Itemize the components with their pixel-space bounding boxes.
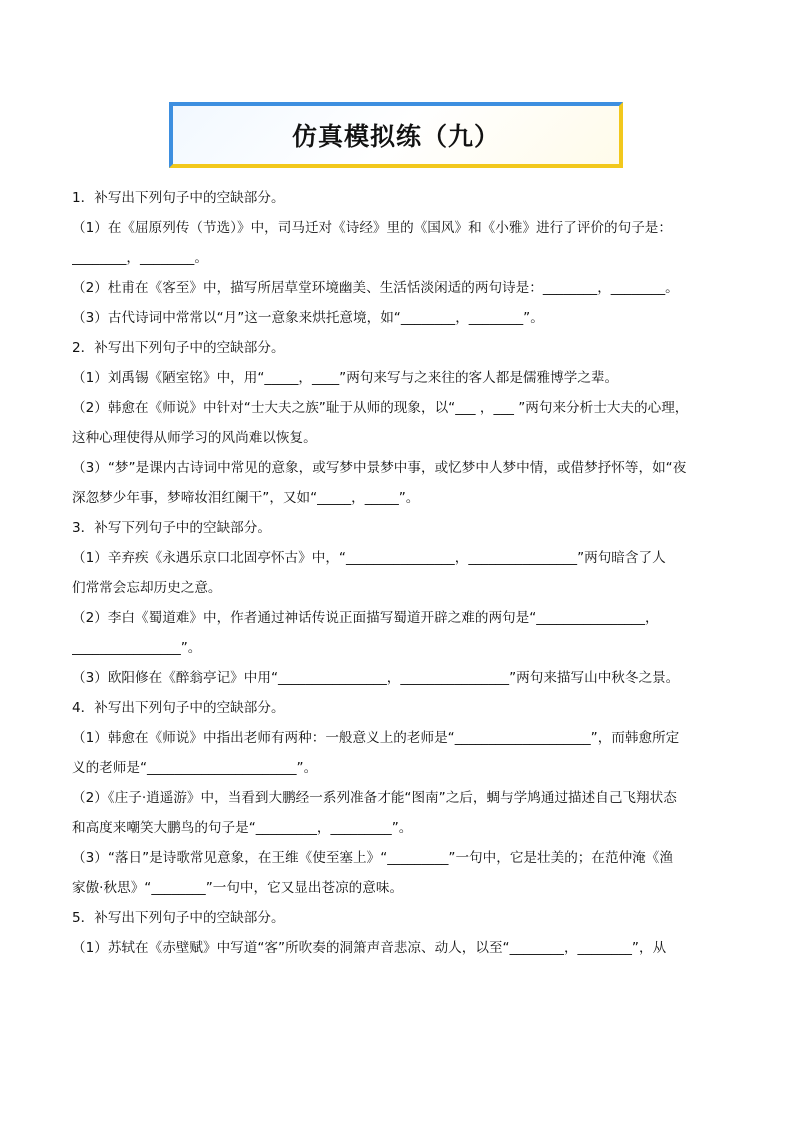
exercise-content [72,183,724,963]
question-continuation: ________，________。 [72,250,208,266]
question-item: （3）欧阳修在《醉翁亭记》中用“________________，________________”两句来描写山中秋冬之景。 [72,670,680,686]
question-item: （3）“梦”是课内古诗词中常见的意象，或写梦中景梦中事，或忆梦中人梦中情，或借梦抒怀等，如“夜 [72,460,687,476]
page-title: 仿真模拟练（九） [291,122,500,151]
question-heading: 4．补写出下列句子中的空缺部分。 [72,700,285,716]
question-continuation: 家傲·秋思》“________”一句中，它又显出苍凉的意味。 [72,880,404,896]
question-heading: 5．补写出下列句子中的空缺部分。 [72,910,285,926]
question-item: （3）古代诗词中常常以“月”这一意象来烘托意境，如“________，________”。 [72,310,544,326]
question-item: （2）李白《蜀道难》中，作者通过神话传说正面描写蜀道开辟之难的两句是“________________， [72,610,659,626]
question-continuation: ________________”。 [72,640,202,656]
question-heading: 1．补写出下列句子中的空缺部分。 [72,190,285,206]
question-item: （3）“落日”是诗歌常见意象，在王维《使至塞上》“_________”一句中，它是壮美的；在范仲淹《渔 [72,850,673,866]
question-item: （1）刘禹锡《陋室铭》中，用“_____，____”两句来写与之来往的客人都是儒雅博学之辈。 [72,370,619,386]
question-item: （1）辛弃疾《永遇乐京口北固亭怀古》中，“________________，________________”两句暗含了人 [72,550,666,566]
question-item: （2）韩愈在《师说》中针对“士大夫之族”耻于从师的现象，以“___ ，___ ”两句来分析士大夫的心理， [72,400,689,416]
question-continuation: 们常常会忘却历史之意。 [72,580,222,596]
question-continuation: 义的老师是“______________________”。 [72,760,318,776]
question-item: （1）韩愈在《师说》中指出老师有两种：一般意义上的老师是“____________________”，而韩愈所定 [72,730,680,746]
question-heading: 2．补写出下列句子中的空缺部分。 [72,340,285,356]
question-continuation: 这种心理使得从师学习的风尚难以恢复。 [72,430,317,446]
title-box [169,102,623,168]
question-continuation: 和高度来嘲笑大鹏鸟的句子是“_________，_________”。 [72,820,413,836]
question-item: （1）苏轼在《赤壁赋》中写道“客”所吹奏的洞箫声音悲凉、动人，以至“________，________”，从 [72,940,667,956]
question-continuation: 深忽梦少年事，梦啼妆泪红阑干”，又如“_____，_____”。 [72,490,420,506]
question-item: （2）杜甫在《客至》中，描写所居草堂环境幽美、生活恬淡闲适的两句诗是：________，________。 [72,280,679,296]
question-heading: 3．补写下列句子中的空缺部分。 [72,520,271,536]
question-item: （2）《庄子·逍遥游》中，当看到大鹏经一系列准备才能“图南”之后，蜩与学鸠通过描述自己飞翔状态 [72,790,677,806]
question-item: （1）在《屈原列传（节选）》中，司马迁对《诗经》里的《国风》和《小雅》进行了评价的句子是： [72,220,672,236]
